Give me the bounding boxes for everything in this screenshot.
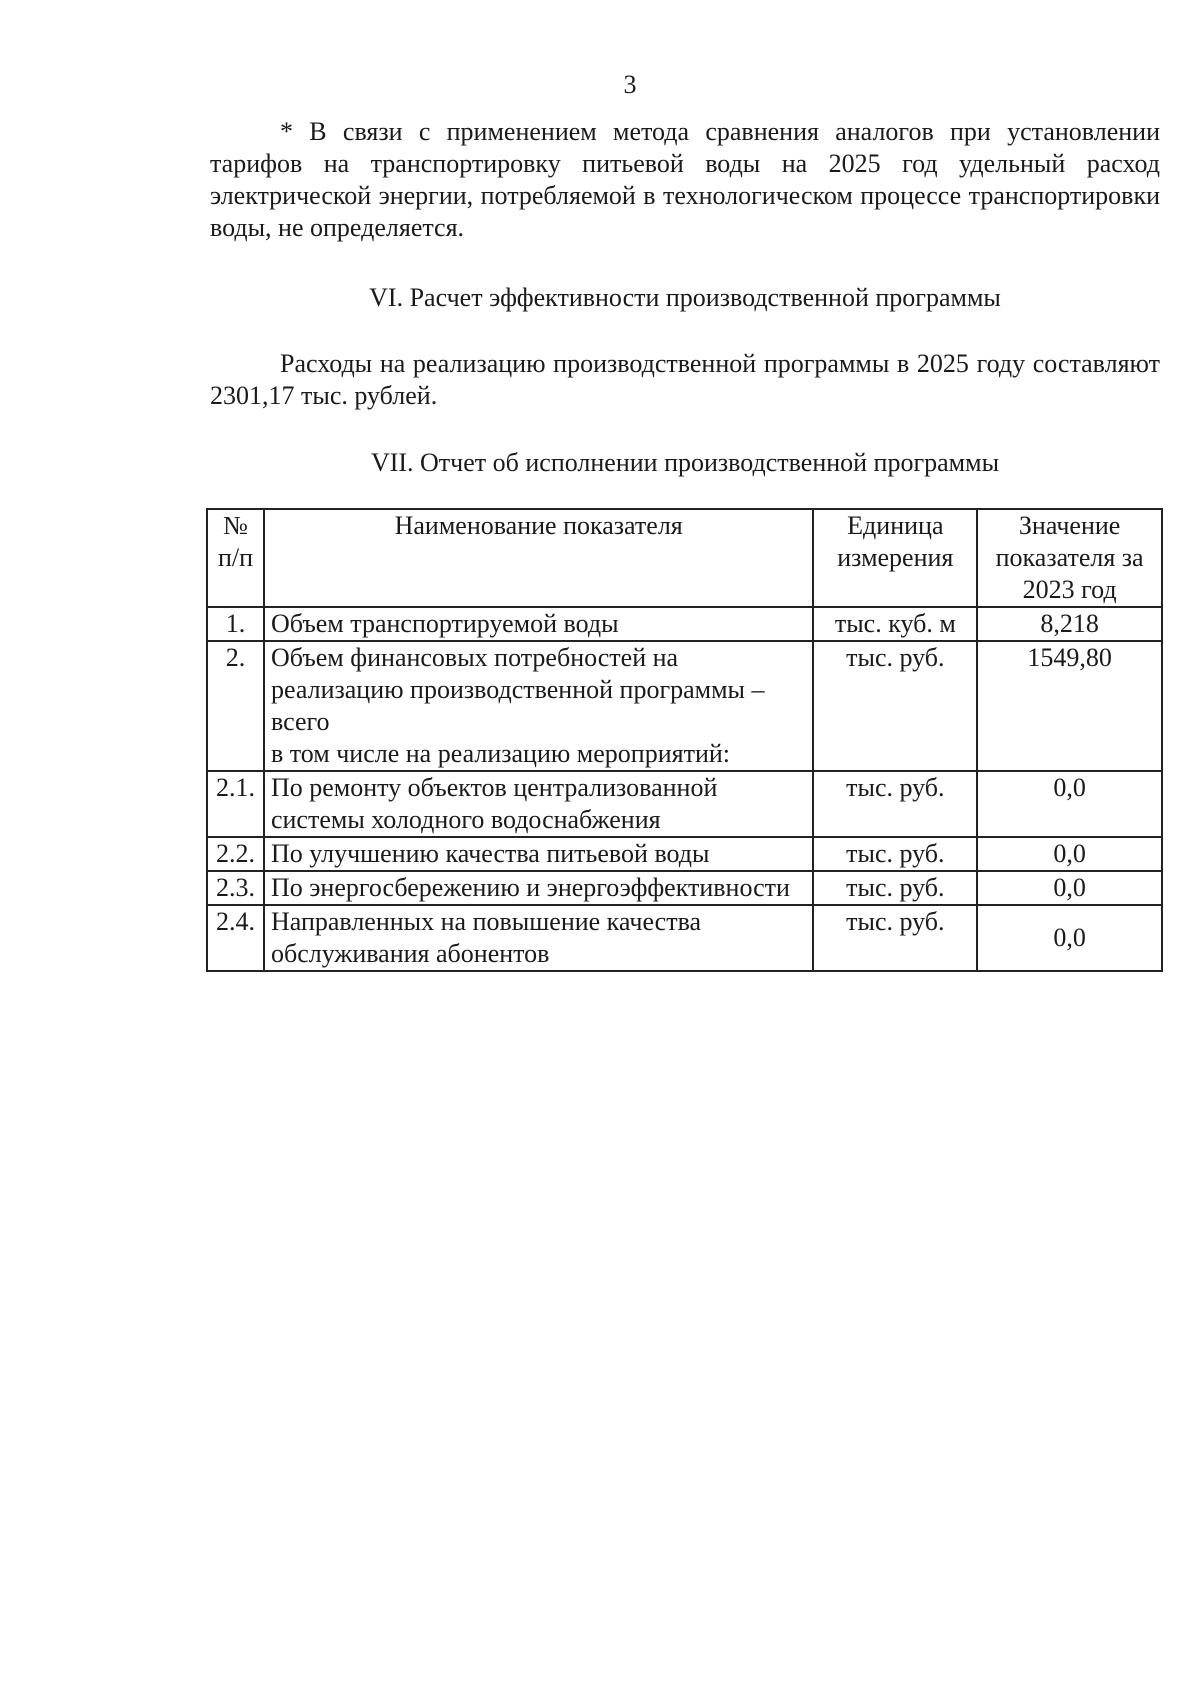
row-num: 2.4. bbox=[207, 905, 264, 971]
row-value: 1549,80 bbox=[977, 641, 1162, 771]
row-name-extra: в том числе на реализацию мероприятий: bbox=[270, 739, 730, 768]
row-num: 2.2. bbox=[207, 837, 264, 871]
section-heading-6: VI. Расчет эффективности производственной программы bbox=[369, 283, 1001, 312]
row-unit: тыс. куб. м bbox=[813, 607, 977, 641]
row-value: 0,0 bbox=[977, 905, 1162, 971]
header-num: № п/п bbox=[207, 509, 264, 607]
table-row bbox=[207, 771, 1162, 837]
footnote-paragraph: * В связи с применением метода сравнения аналогов при установлении тарифов на транспортировку питьевой воды на 2025 год удельный расход электрической энергии, потребляемой в технологическом процессе транспортировки воды, не определяется. bbox=[210, 117, 1160, 242]
header-unit: Единица измерения bbox=[813, 509, 977, 607]
row-unit: тыс. руб. bbox=[813, 641, 977, 771]
row-name-main: Объем финансовых потребностей на реализацию производственной программы – всего bbox=[270, 643, 765, 736]
row-name: Направленных на повышение качества обслуживания абонентов bbox=[264, 905, 813, 971]
report-table bbox=[206, 508, 1163, 972]
row-unit: тыс. руб. bbox=[813, 771, 977, 837]
row-num: 1. bbox=[207, 607, 264, 641]
row-name bbox=[264, 641, 813, 771]
header-name: Наименование показателя bbox=[264, 509, 813, 607]
row-num: 2.1. bbox=[207, 771, 264, 837]
table-row bbox=[207, 905, 1162, 971]
row-unit: тыс. руб. bbox=[813, 905, 977, 971]
row-num: 2.3. bbox=[207, 871, 264, 905]
table-row bbox=[207, 641, 1162, 771]
row-name: По ремонту объектов централизованной системы холодного водоснабжения bbox=[264, 771, 813, 837]
table-header-row bbox=[207, 509, 1162, 607]
header-value: Значение показателя за 2023 год bbox=[977, 509, 1162, 607]
row-unit: тыс. руб. bbox=[813, 837, 977, 871]
section-heading-7: VII. Отчет об исполнении производственной программы bbox=[370, 448, 1000, 477]
row-name: По энергосбережению и энергоэффективности bbox=[264, 871, 813, 905]
row-num: 2. bbox=[207, 641, 264, 771]
table-row bbox=[207, 871, 1162, 905]
row-name: Объем транспортируемой воды bbox=[264, 607, 813, 641]
row-value: 0,0 bbox=[977, 871, 1162, 905]
row-unit: тыс. руб. bbox=[813, 871, 977, 905]
row-value: 8,218 bbox=[977, 607, 1162, 641]
document-body bbox=[210, 116, 1160, 479]
expenses-paragraph: Расходы на реализацию производственной программы в 2025 году составляют 2301,17 тыс. рублей. bbox=[210, 349, 1160, 410]
row-value: 0,0 bbox=[977, 837, 1162, 871]
row-name: По улучшению качества питьевой воды bbox=[264, 837, 813, 871]
table-row bbox=[207, 837, 1162, 871]
row-value: 0,0 bbox=[977, 771, 1162, 837]
page-number: 3 bbox=[623, 70, 637, 99]
table-row bbox=[207, 607, 1162, 641]
